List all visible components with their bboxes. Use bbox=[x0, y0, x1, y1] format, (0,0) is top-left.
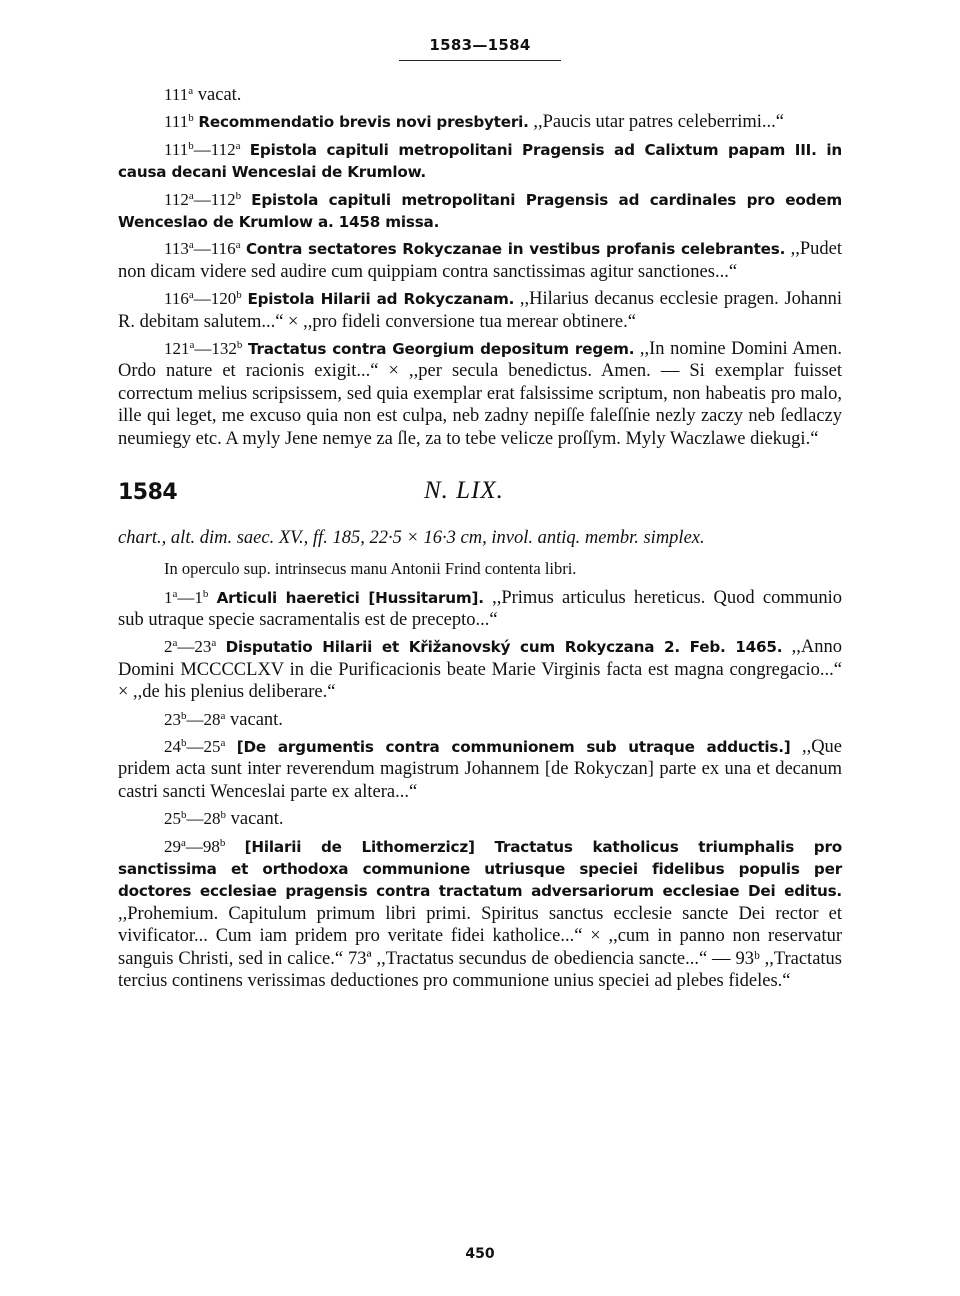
folio-end-side: b bbox=[236, 289, 242, 302]
folio-side: a bbox=[189, 339, 195, 352]
manuscript-number: 1584 bbox=[118, 480, 178, 506]
manuscript-description: chart., alt. dim. saec. XV., ff. 185, 22·5 × 16·3 cm, invol. antiq. membr. simplex. bbox=[118, 528, 705, 549]
catalog-entry bbox=[118, 338, 842, 450]
entry-text: vacat. bbox=[197, 85, 242, 105]
entry-title: Disputatio Hilarii et Křižanovský cum Rokyczana 2. Feb. 1465. bbox=[225, 638, 783, 657]
catalog-entry bbox=[118, 111, 842, 133]
catalog-entry bbox=[118, 836, 842, 993]
folio-end: —112 bbox=[193, 139, 236, 159]
folio-side: b bbox=[181, 809, 187, 822]
folio-end: —28 bbox=[186, 809, 221, 829]
folio-start: 24 bbox=[164, 736, 181, 756]
folio-start: 1 bbox=[164, 587, 173, 607]
folio-end-side: a bbox=[211, 637, 217, 650]
folio-end-side: b bbox=[202, 587, 209, 600]
manuscript-signature: N. LIX. bbox=[424, 477, 504, 505]
entry-title: Recommendatio brevis novi presbyteri. bbox=[198, 113, 529, 132]
folio-end-side: b bbox=[219, 836, 226, 849]
catalog-entry bbox=[118, 139, 842, 184]
entry-text: ,,Paucis utar patres celeberrimi...“ bbox=[533, 112, 785, 133]
folio-start: 111 bbox=[164, 112, 189, 132]
entry-title: Contra sectatores Rokyczanae in vestibus profanis celebrantes. bbox=[245, 240, 786, 259]
folio-side: b bbox=[181, 709, 187, 722]
folio-side: b bbox=[181, 736, 187, 749]
folio-end: —98 bbox=[185, 836, 220, 856]
entry-title: Epistola capituli metropolitani Pragensis ad cardinales pro eodem Wenceslao de Krumlow a. 1458 missa. bbox=[118, 190, 842, 232]
catalog-entry bbox=[118, 709, 842, 731]
folio-start: 29 bbox=[164, 836, 181, 856]
page-body bbox=[118, 84, 842, 997]
folio-side: a bbox=[172, 587, 178, 600]
entries-1584 bbox=[118, 587, 842, 993]
catalog-entry bbox=[118, 84, 842, 106]
catalog-entry bbox=[118, 587, 842, 632]
catalog-entry bbox=[118, 189, 842, 234]
folio-end: —116 bbox=[193, 239, 236, 259]
folio-side: a bbox=[181, 836, 186, 849]
folio-end-side: a bbox=[220, 736, 226, 749]
folio-side: b bbox=[188, 112, 194, 125]
page-number: 450 bbox=[465, 1246, 495, 1262]
folio-end: —25 bbox=[186, 736, 221, 756]
entry-text: vacant. bbox=[230, 809, 284, 830]
folio-start: 25 bbox=[164, 809, 181, 829]
entry-title: Epistola capituli metropolitani Pragensis ad Calixtum papam III. in causa decani Wenceslai de Krumlow. bbox=[118, 140, 842, 182]
entry-text: ,,Primus articulus hereticus. Quod communio sub utraque specie sacramentalis est de precepto...“ bbox=[118, 587, 843, 630]
folio-end-side: a bbox=[235, 139, 241, 152]
folio-side: a bbox=[188, 85, 194, 97]
folio-side: a bbox=[188, 239, 194, 252]
folio-end-side: b bbox=[235, 189, 242, 202]
catalog-entry bbox=[118, 808, 842, 830]
entry-text: vacant. bbox=[230, 709, 283, 730]
folio-end: —112 bbox=[193, 189, 236, 209]
folio-end: —1 bbox=[177, 587, 203, 607]
catalog-entry bbox=[118, 238, 842, 283]
folio-side: a bbox=[172, 637, 178, 650]
catalog-entry bbox=[118, 636, 842, 703]
folio-end-side: b bbox=[236, 339, 243, 352]
entry-text: ,,Que pridem acta sunt inter reverendum magistrum Johannem [de Rokyczan] parte ex una et decanum castri sancti Wenceslai parte ex altera...“ bbox=[118, 736, 843, 802]
entry-title: Epistola Hilarii ad Rokyczanam. bbox=[247, 290, 515, 309]
folio-side: a bbox=[188, 289, 194, 302]
folio-side: a bbox=[188, 189, 194, 202]
folio-start: 23 bbox=[164, 709, 181, 729]
entry-text: ,,Hilarius decanus ecclesie pragen. Johanni R. debitam salutem...“ × ,,pro fideli conversione tua merear obtinere.“ bbox=[118, 289, 842, 332]
manuscript-heading bbox=[118, 477, 842, 520]
folio-start: 111 bbox=[164, 85, 189, 104]
entry-title: Articuli haeretici [Hussitarum]. bbox=[216, 588, 484, 607]
folio-start: 2 bbox=[164, 637, 173, 657]
folio-end: —120 bbox=[193, 289, 237, 309]
folio-end-side: a bbox=[235, 239, 241, 252]
catalog-entry bbox=[118, 288, 842, 333]
folio-end: —23 bbox=[177, 637, 212, 657]
entry-title: [De argumentis contra communionem sub utraque adductis.] bbox=[236, 737, 791, 756]
folio-start: 116 bbox=[164, 289, 189, 309]
folio-start: 111 bbox=[164, 139, 189, 159]
running-head: 1583—1584 bbox=[429, 36, 531, 54]
header-rule bbox=[399, 60, 561, 61]
entry-text: ,,Prohemium. Capitulum primum libri primi. Spiritus sanctus ecclesie sancte Dei rector et vivificator... Cum iam pridem pro veritate fidei katholice...“ × ,,cum in panno non reservatur sanguis Christi, sed in calice.“ 73ª ,,Tractatus secundus de obediencia sancte...“ — 93ᵇ ,,Tractatus tercius continens verissimas deductiones pro communione unius speciei ad plebes fideles.“ bbox=[118, 903, 842, 991]
folio-end-side: a bbox=[220, 709, 226, 722]
entry-text: ,,Anno Domini MCCCCLXV in die Purificacionis beate Marie Virginis facta est magna congregacio...“ × ,,de his plenius deliberare.“ bbox=[118, 637, 843, 703]
folio-end: —132 bbox=[194, 339, 237, 359]
folio-start: 113 bbox=[164, 239, 189, 259]
entry-text: ,,In nomine Domini Amen. Ordo nature et racionis exigit...“ × ,,per secula benedictus. Amen. — Si exemplar fuisset correctum melius scripsissem, sed quia exemplar erat falsissime scriptum, non habeatis pro malo, ille qui leget, me excuso quia non est culpa, neb zadny nepiſſe faleſſnie nezly zaczy neb ſedlaczy neumiegy etc. A myly Jene nemye za ſle, za to tebe velicze proſſym. Myly Waczlawe diekugi.“ bbox=[118, 339, 843, 449]
folio-start: 121 bbox=[164, 339, 190, 359]
entries-1583 bbox=[118, 84, 842, 450]
folio-side: b bbox=[188, 139, 194, 152]
manuscript-note: In operculo sup. intrinsecus manu Antonii Frind contenta libri. bbox=[164, 559, 577, 579]
entry-text: ,,Pudet non dicam videre sed audire cum quippiam contra sanctissimas agitur sanctiones...“ bbox=[118, 239, 843, 282]
folio-start: 112 bbox=[164, 189, 189, 209]
catalog-entry bbox=[118, 736, 842, 803]
entry-title: [Hilarii de Lithomerzicz] Tractatus katholicus triumphalis pro sanctissima et orthodoxa communione utriusque speciei fidelibus populis per doctores ecclesiae pragensis contra tractatum adversariorum ecclesiae Dei editus. bbox=[118, 837, 842, 901]
folio-end: —28 bbox=[186, 709, 221, 729]
entry-title: Tractatus contra Georgium depositum regem. bbox=[247, 340, 635, 359]
folio-end-side: b bbox=[220, 809, 226, 822]
